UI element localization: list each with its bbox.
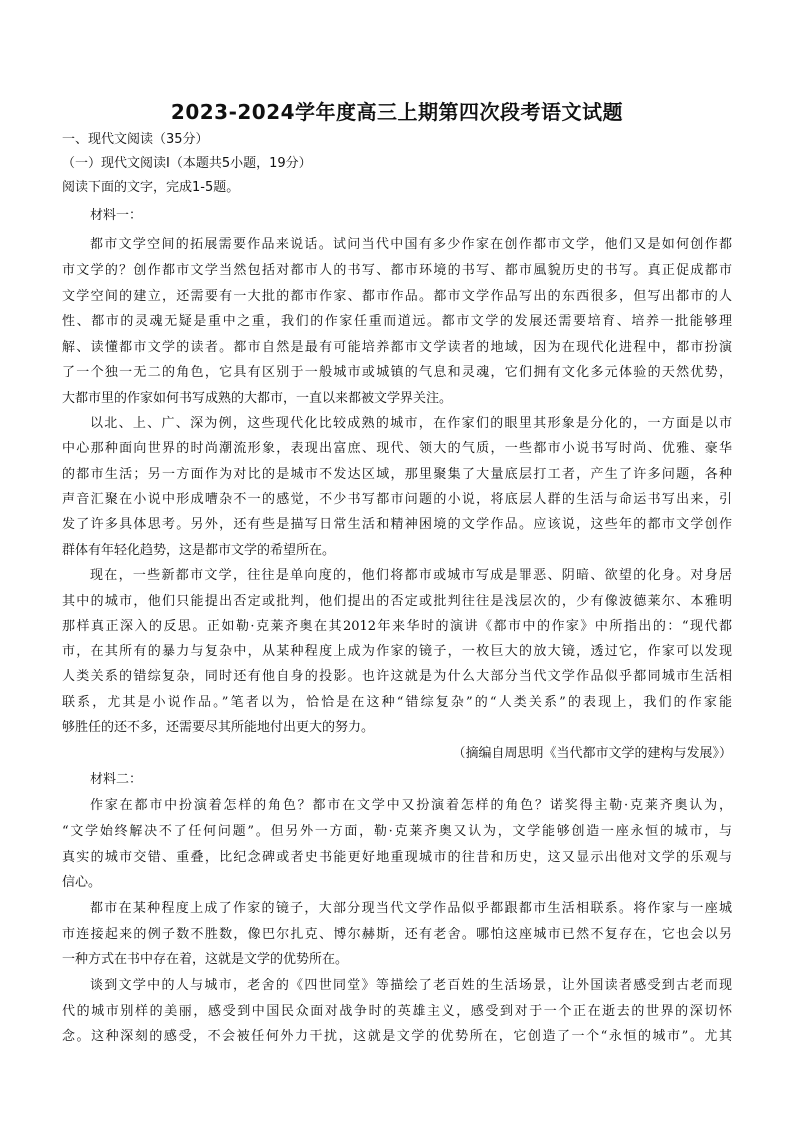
paragraph-line: 发了许多具体思考。另外，还有些是描写日常生活和精神困境的文学作品。应该说，这些年的都市文学创作 [62, 517, 732, 532]
paragraph-line: 都市文学空间的拓展需要作品来说话。试问当代中国有多少作家在创作都市文学，他们又是如何创作都 [90, 237, 732, 252]
paragraph-line: 性、都市的灵魂无疑是重中之重，我们的作家任重而道远。都市文学的发展还需要培育、培养一批能够理 [62, 314, 732, 329]
paragraph-line: 信心。 [62, 875, 102, 890]
paragraph-line: 都市在某种程度上成了作家的镜子，大部分现当代文学作品似乎都跟都市生活相联系。将作家与一座城 [90, 901, 732, 916]
paragraph-line: 市，在其所有的暴力与复杂中，从某种程度上成为作家的镜子，一枚巨大的放大镜，透过它，作家可以发现 [62, 644, 732, 659]
material-1-label: 材料一： [90, 208, 143, 223]
paragraph-line: 其中的城市，他们只能提出否定或批判，他们提出的否定或批判往往是浅层次的，少有像波德莱尔、本雅明 [62, 594, 732, 609]
paragraph-line: “文学始终解决不了任何问题”。但另外一方面，勒·克莱齐奥又认为，文学能够创造一座永恒的城市，与 [62, 824, 732, 839]
paragraph-line: 念。这种深刻的感受，不会被任何外力干扰，这就是文学的优势所在，它创造了一个“永恒的城市”。尤其 [62, 1029, 732, 1044]
instruction-text: 阅读下面的文字，完成1-5题。 [62, 180, 240, 195]
paragraph-line: 那样真正深入的反思。正如勒·克莱齐奥在其2012年来华时的演讲《都市中的作家》中所指出的：“现代都 [62, 619, 732, 634]
section-heading: 一、现代文阅读（35分） [62, 132, 209, 147]
paragraph-line: 群体有年轻化趋势，这是都市文学的希望所在。 [62, 543, 336, 558]
paragraph-line: 大都市里的作家如何书写成熟的大都市，一直以来都被文学界关注。 [62, 391, 453, 406]
paragraph-line: 真实的城市交错、重叠，比纪念碑或者史书能更好地重现城市的往昔和历史，这又显示出他对文学的乐观与 [62, 850, 732, 865]
paragraph-line: 的都市生活；另一方面作为对比的是城市不发达区域，那里聚集了大量底层打工者，产生了许多问题，各种 [62, 467, 732, 482]
paragraph-line: 解、读懂都市文学的读者。都市自然是最有可能培养都市文学读者的地域，因为在现代化进程中，都市扮演 [62, 340, 732, 355]
paragraph-line: 一种方式在书中存在着，这就是文学的优势所在。 [62, 952, 349, 967]
paragraph-line: 声音汇聚在小说中形成嘈杂不一的感觉，不少书写都市问题的小说，将底层人群的生活与命运书写出来，引 [62, 492, 732, 507]
paragraph-line: 谈到文学中的人与城市，老舍的《四世同堂》等描绘了老百姓的生活场景，让外国读者感受到古老而现 [90, 978, 732, 993]
paragraph-line: 以北、上、广、深为例，这些现代化比较成熟的城市，在作家们的眼里其形象是分化的，一方面是以市 [90, 416, 732, 431]
paragraph-line: 代的城市别样的美丽，感受到中国民众面对战争时的英雄主义，感受到对于一个正在逝去的世界的深切怀 [62, 1004, 732, 1019]
material-2-label: 材料二： [90, 772, 143, 787]
paragraph-line: 够胜任的还不多，还需要尽其所能地付出更大的努力。 [62, 720, 375, 735]
paragraph-line: 中心那种面向世界的时尚潮流形象，表现出富庶、现代、领大的气质，一些都市小说书写时尚、优雅、豪华 [62, 441, 732, 456]
paragraph-line: 现在，一些新都市文学，往往是单向度的，他们将都市或城市写成是罪恶、阴暗、欲望的化身。对身居 [90, 568, 732, 583]
paragraph-line: 人类关系的错综复杂，同时还有他自身的投影。也许这就是为什么大部分当代文学作品似乎都同城市生活相 [62, 669, 732, 684]
paragraph-line: 市文学的？创作都市文学当然包括对都市人的书写、都市环境的书写、都市風貌历史的书写。真正促成都市 [62, 263, 732, 278]
paragraph-line: 市连接起来的例子数不胜数，像巴尔扎克、博尔赫斯，还有老舍。哪怕这座城市已然不复存在，它也会以另 [62, 927, 732, 942]
subsection-heading: （一）现代文阅读Ⅰ（本题共5小题，19分） [62, 156, 312, 171]
source-citation: （摘编自周思明《当代都市文学的建构与发展》） [452, 746, 732, 761]
paragraph-line: 联系，尤其是小说作品。”笔者以为，恰恰是在这种“错综复杂”的“人类关系”的表现上，我们的作家能 [62, 695, 732, 710]
paragraph-line: 文学空间的建立，还需要有一大批的都市作家、都市作品。都市文学作品写出的东西很多，但写出都市的人 [62, 289, 732, 304]
paragraph-line: 了一个独一无二的角色，它具有区别于一般城市或城镇的气息和灵魂，它们拥有文化多元体验的天然优势， [62, 365, 732, 380]
page-title: 2023-2024学年度高三上期第四次段考语文试题 [170, 100, 624, 124]
paragraph-line: 作家在都市中扮演着怎样的角色？都市在文学中又扮演着怎样的角色？诺奖得主勒·克莱齐奥认为， [90, 798, 732, 813]
